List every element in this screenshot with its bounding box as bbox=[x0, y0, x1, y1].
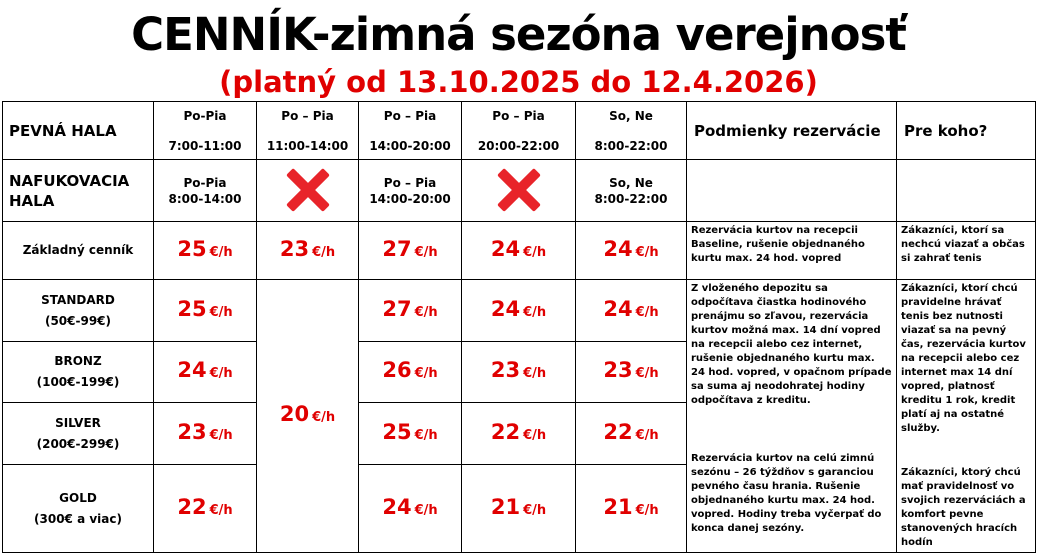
slot-days: Po – Pia bbox=[281, 108, 334, 123]
tier-range: (200€-299€) bbox=[36, 436, 120, 451]
conditions-credit bbox=[687, 280, 897, 553]
price-cell bbox=[359, 403, 462, 465]
empty-cell bbox=[897, 160, 1036, 222]
price-unit: €/h bbox=[635, 304, 659, 320]
price-cell bbox=[359, 465, 462, 553]
price-value: 27 bbox=[382, 296, 412, 321]
price-cell bbox=[576, 465, 687, 553]
price-value: 23 bbox=[490, 358, 521, 383]
for-whom-header: Pre koho? bbox=[897, 102, 1036, 160]
price-table bbox=[2, 101, 1036, 553]
price-value: 25 bbox=[177, 236, 207, 261]
slot-days: Po-Pia bbox=[183, 175, 227, 190]
price-unit: €/h bbox=[209, 427, 233, 443]
slot-header-1 bbox=[154, 102, 257, 160]
price-unit: €/h bbox=[209, 502, 233, 518]
tier-label-silver bbox=[3, 403, 154, 465]
price-value: 24 bbox=[490, 236, 521, 261]
price-cell bbox=[462, 342, 576, 403]
price-value: 23 bbox=[177, 419, 207, 444]
season-conditions-text: Rezervácia kurtov na celú zimnú sezónu – 26 týždňov s garanciou pevného času hrania. Rušenie objednaného kurtu max. 24 hod. vopred. Hodiny treba vyčerpať do konca danej sezóny. bbox=[691, 453, 882, 534]
price-value: 24 bbox=[490, 296, 521, 321]
price-cell bbox=[154, 222, 257, 280]
price-value: 22 bbox=[177, 494, 207, 519]
price-cell bbox=[462, 222, 576, 280]
slot-header-3 bbox=[359, 160, 462, 222]
slot-header-2 bbox=[257, 102, 359, 160]
row-standard bbox=[3, 280, 1036, 342]
tier-range: (300€ a viac) bbox=[34, 511, 122, 526]
price-unit: €/h bbox=[635, 502, 659, 518]
slot-header-5 bbox=[576, 102, 687, 160]
slot-days: Po – Pia bbox=[492, 108, 545, 123]
conditions-basic: Rezervácia kurtov na recepcii Baseline, rušenie objednaného kurtu max. 24 hod. vopred bbox=[687, 222, 897, 280]
price-value: 24 bbox=[382, 494, 412, 519]
tier-label-gold bbox=[3, 465, 154, 553]
price-cell bbox=[576, 222, 687, 280]
price-cell bbox=[576, 280, 687, 342]
price-unit: €/h bbox=[312, 244, 336, 260]
tier-range: (50€-99€) bbox=[44, 313, 112, 328]
price-value: 25 bbox=[177, 296, 207, 321]
price-unit: €/h bbox=[312, 410, 336, 425]
season-for-whom-text: Zákazníci, ktorý chcú mať pravidelnosť vo svojich rezerváciách a komfort pevne stanovených hracích hodín bbox=[901, 467, 1026, 548]
slot-time: 8:00-22:00 bbox=[594, 191, 668, 206]
slot-days: So, Ne bbox=[609, 108, 653, 123]
tier-label-bronz bbox=[3, 342, 154, 403]
price-cell bbox=[462, 280, 576, 342]
price-value: 24 bbox=[603, 296, 633, 321]
price-cell bbox=[576, 403, 687, 465]
price-unit: €/h bbox=[635, 366, 659, 382]
slot-time: 20:00-22:00 bbox=[477, 138, 560, 153]
slot-unavailable-2 bbox=[257, 160, 359, 222]
price-value: 22 bbox=[490, 419, 521, 444]
price-cell bbox=[154, 342, 257, 403]
price-value: 26 bbox=[382, 358, 412, 383]
price-value: 20 bbox=[279, 402, 310, 426]
red-x-icon bbox=[497, 167, 541, 211]
slot-header-4 bbox=[462, 102, 576, 160]
red-x-icon bbox=[286, 167, 330, 211]
price-unit: €/h bbox=[635, 427, 659, 443]
slot-days: Po – Pia bbox=[383, 108, 437, 123]
tier-name: STANDARD bbox=[41, 292, 115, 307]
tier-label-standard bbox=[3, 280, 154, 342]
slot-days: Po – Pia bbox=[383, 175, 437, 190]
slot-unavailable-4 bbox=[462, 160, 576, 222]
price-value: 24 bbox=[603, 236, 633, 261]
price-unit: €/h bbox=[414, 244, 438, 260]
price-unit: €/h bbox=[523, 366, 547, 382]
price-cell bbox=[462, 465, 576, 553]
row-zakladny-cennik bbox=[3, 222, 1036, 280]
conditions-header: Podmienky rezervácie bbox=[687, 102, 897, 160]
tier-range: (100€-199€) bbox=[36, 375, 120, 390]
price-value: 21 bbox=[490, 494, 521, 519]
price-unit: €/h bbox=[523, 427, 547, 443]
price-unit: €/h bbox=[209, 366, 233, 382]
price-cell bbox=[359, 342, 462, 403]
price-unit: €/h bbox=[414, 366, 438, 382]
price-unit: €/h bbox=[635, 244, 659, 260]
slot-time: 7:00-11:00 bbox=[168, 138, 242, 153]
price-unit: €/h bbox=[209, 244, 233, 260]
price-unit: €/h bbox=[414, 304, 438, 320]
slot-time: 11:00-14:00 bbox=[266, 138, 349, 153]
row-pevna-hala bbox=[3, 102, 1036, 160]
slot-header-5 bbox=[576, 160, 687, 222]
price-cell bbox=[359, 280, 462, 342]
price-cell bbox=[257, 222, 359, 280]
slot-header-3 bbox=[359, 102, 462, 160]
price-cell bbox=[154, 280, 257, 342]
slot-days: So, Ne bbox=[609, 175, 653, 190]
price-cell bbox=[359, 222, 462, 280]
tier-label-zakladny: Základný cenník bbox=[3, 222, 154, 280]
price-unit: €/h bbox=[414, 427, 438, 443]
empty-cell bbox=[687, 160, 897, 222]
price-cell bbox=[154, 465, 257, 553]
tier-name: SILVER bbox=[55, 415, 101, 430]
price-value: 22 bbox=[603, 419, 633, 444]
price-value: 23 bbox=[603, 358, 633, 383]
price-unit: €/h bbox=[523, 502, 547, 518]
slot-time: 8:00-14:00 bbox=[168, 191, 242, 206]
price-unit: €/h bbox=[523, 244, 547, 260]
for-whom-credit bbox=[897, 280, 1036, 553]
hall-label-pevna: PEVNÁ HALA bbox=[3, 102, 154, 160]
slot-time: 14:00-20:00 bbox=[369, 138, 451, 153]
credit-for-whom-text: Zákazníci, ktorí chcú pravidelne hrávať tenis bez nutnosti viazať sa na pevný čas, rezervácia kurtov na recepcii alebo cez internet max 14 dní vopred, platnosť kreditu 1 rok, kredit platí aj na ostatné služby. bbox=[901, 283, 1026, 434]
hall-label-nafukovacia: NAFUKOVACIA HALA bbox=[3, 160, 154, 222]
price-cell bbox=[462, 403, 576, 465]
tier-name: GOLD bbox=[59, 490, 97, 505]
price-cell bbox=[154, 403, 257, 465]
row-nafukovacia-hala bbox=[3, 160, 1036, 222]
slot-time: 8:00-22:00 bbox=[594, 138, 668, 153]
slot-header-1 bbox=[154, 160, 257, 222]
price-value: 25 bbox=[382, 419, 412, 444]
slot-time: 14:00-20:00 bbox=[369, 191, 451, 206]
price-value: 24 bbox=[177, 358, 207, 383]
credit-conditions-text: Z vloženého depozitu sa odpočítava čiastka hodinového prenájmu so zľavou, rezervácia kurtov možná max. 14 dní vopred na recepcii alebo cez internet, rušenie objednaného kurtu max. 24 hod. vopred, v opačnom prípade sa suma aj neodohratej hodiny odpočítava z kreditu. bbox=[691, 283, 892, 406]
price-value: 21 bbox=[603, 494, 633, 519]
credit-midday-price-cell bbox=[257, 280, 359, 553]
price-unit: €/h bbox=[523, 304, 547, 320]
price-unit: €/h bbox=[414, 502, 438, 518]
slot-days: Po-Pia bbox=[183, 108, 227, 123]
price-cell bbox=[576, 342, 687, 403]
validity-subtitle: (platný od 13.10.2025 do 12.4.2026) bbox=[219, 65, 818, 99]
price-unit: €/h bbox=[209, 304, 233, 320]
tier-name: BRONZ bbox=[54, 354, 102, 369]
for-whom-basic: Zákazníci, ktorí sa nechcú viazať a občas si zahrať tenis bbox=[897, 222, 1036, 280]
page-title: CENNÍK-zimná sezóna verejnosť bbox=[131, 8, 906, 61]
price-value: 23 bbox=[279, 236, 310, 261]
price-value: 27 bbox=[382, 236, 412, 261]
